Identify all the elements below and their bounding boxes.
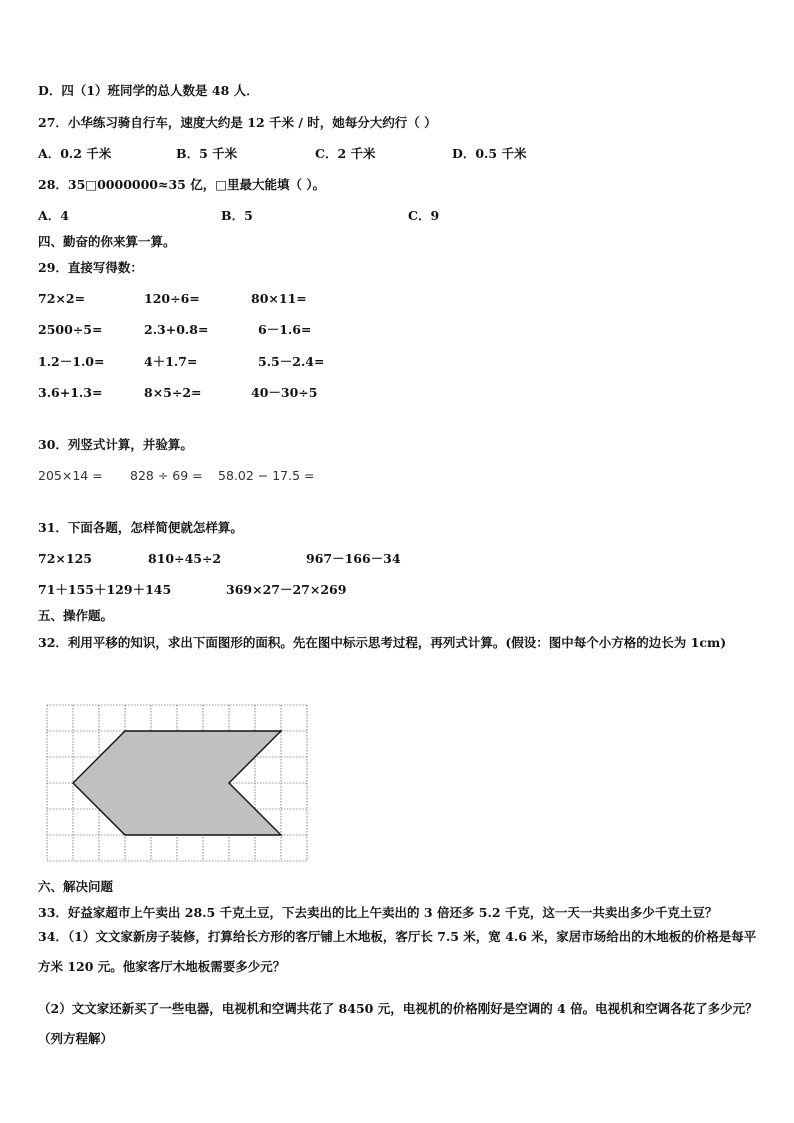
q34-part-2: （2）文文家还新买了一些电器，电视机和空调共花了 8450 元，电视机的价格刚好是空调的 4 倍。电视机和空调各花了多少元？（列方程解） xyxy=(38,1001,758,1046)
q28-question: 28．35□0000000≈35 亿，□里最大能填（ ）。 xyxy=(38,177,326,192)
q32-grid-figure xyxy=(46,704,308,862)
q29-item: 72×2= xyxy=(38,291,86,306)
q29-item: 2.3+0.8= xyxy=(144,322,209,337)
q31-item: 71＋155＋129＋145 xyxy=(38,582,172,597)
q26-option-d: D．四（1）班同学的总人数是 48 人． xyxy=(38,83,259,98)
q30-item: 58.02 − 17.5 = xyxy=(218,468,315,483)
q28-option-a: A．4 xyxy=(38,208,69,223)
q33-question: 33．好益家超市上午卖出 28.5 千克土豆，下去卖出的比上午卖出的 3 倍还多 5.2 千克，这一天一共卖出多少千克土豆？ xyxy=(38,905,718,920)
q28-option-c: C．9 xyxy=(408,208,440,223)
section-4-heading: 四、勤奋的你来算一算。 xyxy=(38,234,176,249)
q31-title: 31．下面各题，怎样简便就怎样算。 xyxy=(38,520,243,535)
q28-option-b: B．5 xyxy=(221,208,253,223)
q27-option-c: C．2 千米 xyxy=(315,146,376,161)
q29-item: 120÷6= xyxy=(144,291,200,306)
q31-item: 72×125 xyxy=(38,551,92,566)
q29-item: 40－30÷5 xyxy=(251,385,318,400)
shaded-shape xyxy=(73,731,281,835)
q29-item: 3.6+1.3= xyxy=(38,385,103,400)
q34-part-1: 34．（1）文文家新房子装修，打算给长方形的客厅铺上木地板，客厅长 7.5 米，宽 4.6 米，家居市场给出的木地板的价格是每平方米 120 元。他家客厅木地板需要多少元？ xyxy=(38,929,757,974)
q32-question: 32．利用平移的知识，求出下面图形的面积。先在图中标示思考过程，再列式计算。(假设：图中每个小方格的边长为 1cm) xyxy=(38,635,727,650)
q29-item: 2500÷5= xyxy=(38,322,103,337)
q30-item: 205×14 = xyxy=(38,468,103,483)
q27-option-d: D．0.5 千米 xyxy=(452,146,527,161)
q30-item: 828 ÷ 69 = xyxy=(130,468,203,483)
q29-item: 8×5÷2= xyxy=(144,385,202,400)
q27-option-b: B．5 千米 xyxy=(176,146,238,161)
section-6-heading: 六、解决问题 xyxy=(38,879,114,894)
q29-title: 29．直接写得数： xyxy=(38,260,143,275)
q29-item: 6－1.6= xyxy=(258,322,312,337)
q31-item: 810÷45÷2 xyxy=(148,551,222,566)
q27-question: 27．小华练习骑自行车，速度大约是 12 千米 / 时，她每分大约行（ ） xyxy=(38,115,437,130)
q29-item: 1.2－1.0= xyxy=(38,354,105,369)
q29-item: 4＋1.7= xyxy=(144,354,198,369)
q29-item: 5.5－2.4= xyxy=(258,354,325,369)
q31-item: 967－166－34 xyxy=(306,551,401,566)
q29-item: 80×11= xyxy=(251,291,307,306)
q30-title: 30．列竖式计算，并验算。 xyxy=(38,437,193,452)
q27-option-a: A．0.2 千米 xyxy=(38,146,112,161)
section-5-heading: 五、操作题。 xyxy=(38,608,114,623)
q31-item: 369×27－27×269 xyxy=(226,582,347,597)
